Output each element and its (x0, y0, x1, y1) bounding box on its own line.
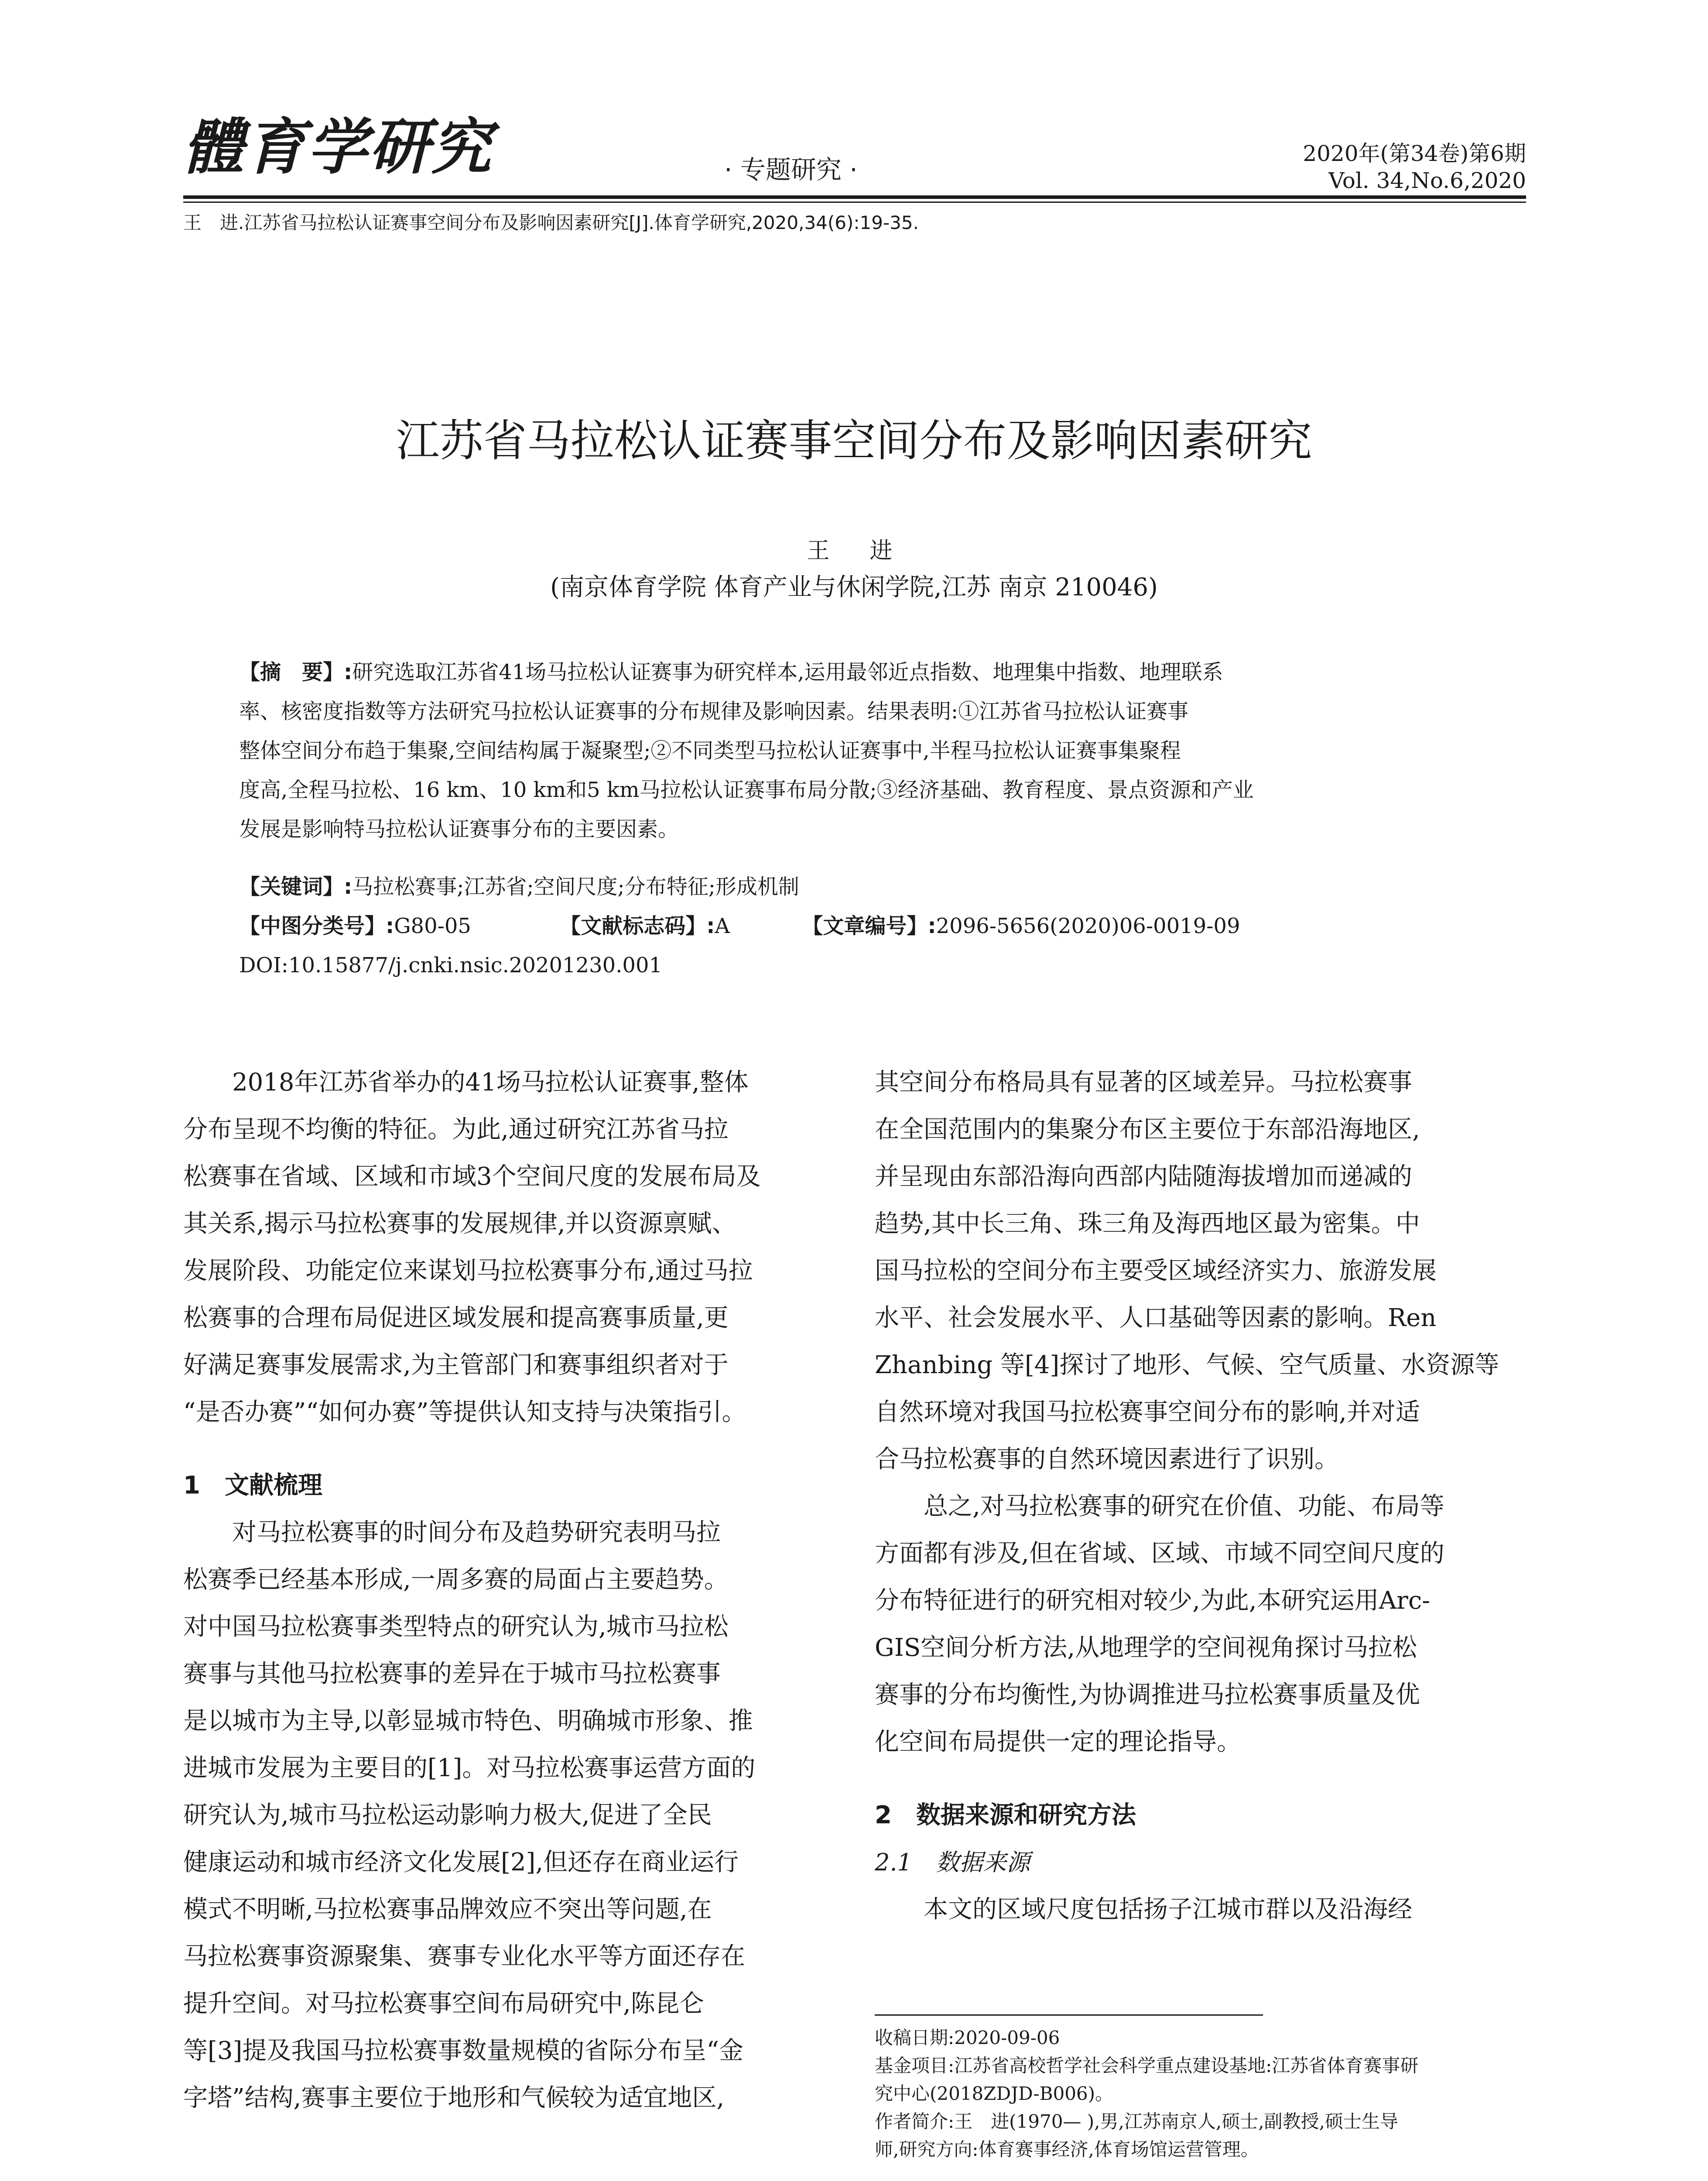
footnote-rule (875, 2014, 1263, 2016)
body-line: GIS空间分析方法,从地理学的空间视角探讨马拉松 (875, 1634, 1417, 1662)
body-line: 赛事与其他马拉松赛事的差异在于城市马拉松赛事 (183, 1660, 721, 1688)
body-line: “是否办赛”“如何办赛”等提供认知支持与决策指引。 (183, 1398, 746, 1426)
abstract-text: 研究选取江苏省41场马拉松认证赛事为研究样本,运用最邻近点指数、地理集中指数、地理联系 (352, 660, 1223, 684)
body-line: 健康运动和城市经济文化发展[2],但还存在商业运行 (183, 1848, 739, 1877)
journal-logo: 體育学研究 (183, 111, 493, 182)
abstract-line: 度高,全程马拉松、16 km、10 km和5 km马拉松认证赛事布局分散;③经济基础、教育程度、景点资源和产业 (239, 778, 1254, 802)
body-line: Zhanbing 等[4]探讨了地形、气候、空气质量、水资源等 (875, 1351, 1499, 1379)
body-line: 松赛事的合理布局促进区域发展和提高赛事质量,更 (183, 1304, 729, 1332)
abstract-line: 整体空间分布趋于集聚,空间结构属于凝聚型;②不同类型马拉松认证赛事中,半程马拉松认证赛事集聚程 (239, 738, 1181, 763)
body-line: 国马拉松的空间分布主要受区域经济实力、旅游发展 (875, 1257, 1437, 1285)
article-title: 江苏省马拉松认证赛事空间分布及影响因素研究 (396, 415, 1312, 466)
body-column-right (875, 1059, 1547, 1933)
abstract-line: 发展是影响特马拉松认证赛事分布的主要因素。 (239, 817, 679, 841)
clc-label: 【中图分类号】: (239, 914, 394, 938)
body-line: 是以城市为主导,以彰显城市特色、明确城市形象、推 (183, 1707, 753, 1735)
body-line: 方面都有涉及,但在省域、区域、市域不同空间尺度的 (875, 1539, 1444, 1568)
body-line: 对中国马拉松赛事类型特点的研究认为,城市马拉松 (183, 1613, 729, 1641)
keywords-value: 马拉松赛事;江苏省;空间尺度;分布特征;形成机制 (352, 875, 799, 899)
issue-info-cn: 2020年(第34卷)第6期 (1303, 141, 1526, 166)
citation-line: 王 进.江苏省马拉松认证赛事空间分布及影响因素研究[J].体育学研究,2020,34(6):19-35. (183, 212, 919, 233)
body-line: 对马拉松赛事的时间分布及趋势研究表明马拉 (232, 1518, 721, 1547)
doi-text: DOI:10.15877/j.cnki.nsic.20201230.001 (239, 953, 663, 978)
clc-value: G80-05 (394, 914, 471, 938)
doc-code-value: A (715, 914, 730, 938)
fund-info: 基金项目:江苏省高校哲学社会科学重点建设基地:江苏省体育赛事研 (875, 2055, 1419, 2076)
body-line: 2018年江苏省举办的41场马拉松认证赛事,整体 (232, 1068, 749, 1097)
abstract-line (239, 653, 1478, 692)
body-line: 自然环境对我国马拉松赛事空间分布的影响,并对适 (875, 1398, 1420, 1426)
body-line: 总之,对马拉松赛事的研究在价值、功能、布局等 (924, 1492, 1444, 1521)
subsection-heading: 2.1 数据来源 (875, 1849, 1030, 1876)
body-column-left (183, 1059, 855, 2122)
body-line: 松赛事在省域、区域和市域3个空间尺度的发展布局及 (183, 1162, 761, 1191)
keywords-label: 【关键词】: (239, 875, 353, 899)
header-rule-thin (183, 202, 1526, 203)
footnotes (875, 2024, 1529, 2164)
body-line: 进城市发展为主要目的[1]。对马拉松赛事运营方面的 (183, 1754, 756, 1782)
section-heading: 1 文献梳理 (183, 1471, 322, 1500)
body-line: 其关系,揭示马拉松赛事的发展规律,并以资源禀赋、 (183, 1210, 736, 1238)
body-line: 趋势,其中长三角、珠三角及海西地区最为密集。中 (875, 1210, 1420, 1238)
abstract-line: 率、核密度指数等方法研究马拉松认证赛事的分布规律及影响因素。结果表明:①江苏省马拉松认证赛事 (239, 699, 1189, 724)
section-heading: 2 数据来源和研究方法 (875, 1801, 1136, 1829)
article-number-label: 【文章编号】: (802, 914, 936, 938)
body-line: 等[3]提及我国马拉松赛事数量规模的省际分布呈“金 (183, 2037, 743, 2065)
body-line: 并呈现由东部沿海向西部内陆随海拔增加而递减的 (875, 1162, 1412, 1191)
issue-info-en: Vol. 34,No.6,2020 (1328, 168, 1526, 193)
body-line: 字塔”结构,赛事主要位于地形和气候较为适宜地区, (183, 2084, 725, 2112)
body-line: 在全国范围内的集聚分布区主要位于东部沿海地区, (875, 1115, 1420, 1144)
body-line: 水平、社会发展水平、人口基础等因素的影响。Ren (875, 1304, 1437, 1332)
body-line: 其空间分布格局具有显著的区域差异。马拉松赛事 (875, 1068, 1412, 1097)
abstract (239, 653, 1478, 849)
body-line: 发展阶段、功能定位来谋划马拉松赛事分布,通过马拉 (183, 1257, 753, 1285)
body-line: 好满足赛事发展需求,为主管部门和赛事组织者对于 (183, 1351, 729, 1379)
body-line: 研究认为,城市马拉松运动影响力极大,促进了全民 (183, 1801, 712, 1829)
classification-info (239, 906, 1478, 946)
received-date: 收稿日期:2020-09-06 (875, 2027, 1060, 2048)
author-bio: 师,研究方向:体育赛事经济,体育场馆运营管理。 (875, 2139, 1259, 2160)
author-affiliation: (南京体育学院 体育产业与休闲学院,江苏 南京 210046) (550, 573, 1158, 602)
article-number-value: 2096-5656(2020)06-0019-09 (936, 914, 1240, 938)
body-line: 赛事的分布均衡性,为协调推进马拉松赛事质量及优 (875, 1681, 1420, 1709)
body-line: 提升空间。对马拉松赛事空间布局研究中,陈昆仑 (183, 1990, 704, 2018)
body-line: 分布呈现不均衡的特征。为此,通过研究江苏省马拉 (183, 1115, 729, 1144)
body-line: 松赛季已经基本形成,一周多赛的局面占主要趋势。 (183, 1566, 729, 1594)
header-rule (183, 195, 1526, 199)
body-line: 本文的区域尺度包括扬子江城市群以及沿海经 (924, 1895, 1412, 1924)
section-label: · 专题研究 · (724, 155, 858, 185)
body-line: 分布特征进行的研究相对较少,为此,本研究运用Arc- (875, 1586, 1431, 1615)
keywords (239, 867, 1478, 906)
author-name: 王 进 (807, 538, 901, 564)
doi (239, 946, 1478, 985)
body-line: 马拉松赛事资源聚集、赛事专业化水平等方面还存在 (183, 1942, 745, 1971)
body-line: 合马拉松赛事的自然环境因素进行了识别。 (875, 1445, 1339, 1473)
author-bio: 作者简介:王 进(1970— ),男,江苏南京人,硕士,副教授,硕士生导 (875, 2111, 1398, 2132)
body-line: 模式不明晰,马拉松赛事品牌效应不突出等问题,在 (183, 1895, 712, 1924)
abstract-label: 【摘 要】: (239, 660, 353, 684)
body-line: 化空间布局提供一定的理论指导。 (875, 1728, 1241, 1756)
doc-code-label: 【文献标志码】: (560, 914, 715, 938)
fund-info: 究中心(2018ZDJD-B006)。 (875, 2083, 1114, 2104)
